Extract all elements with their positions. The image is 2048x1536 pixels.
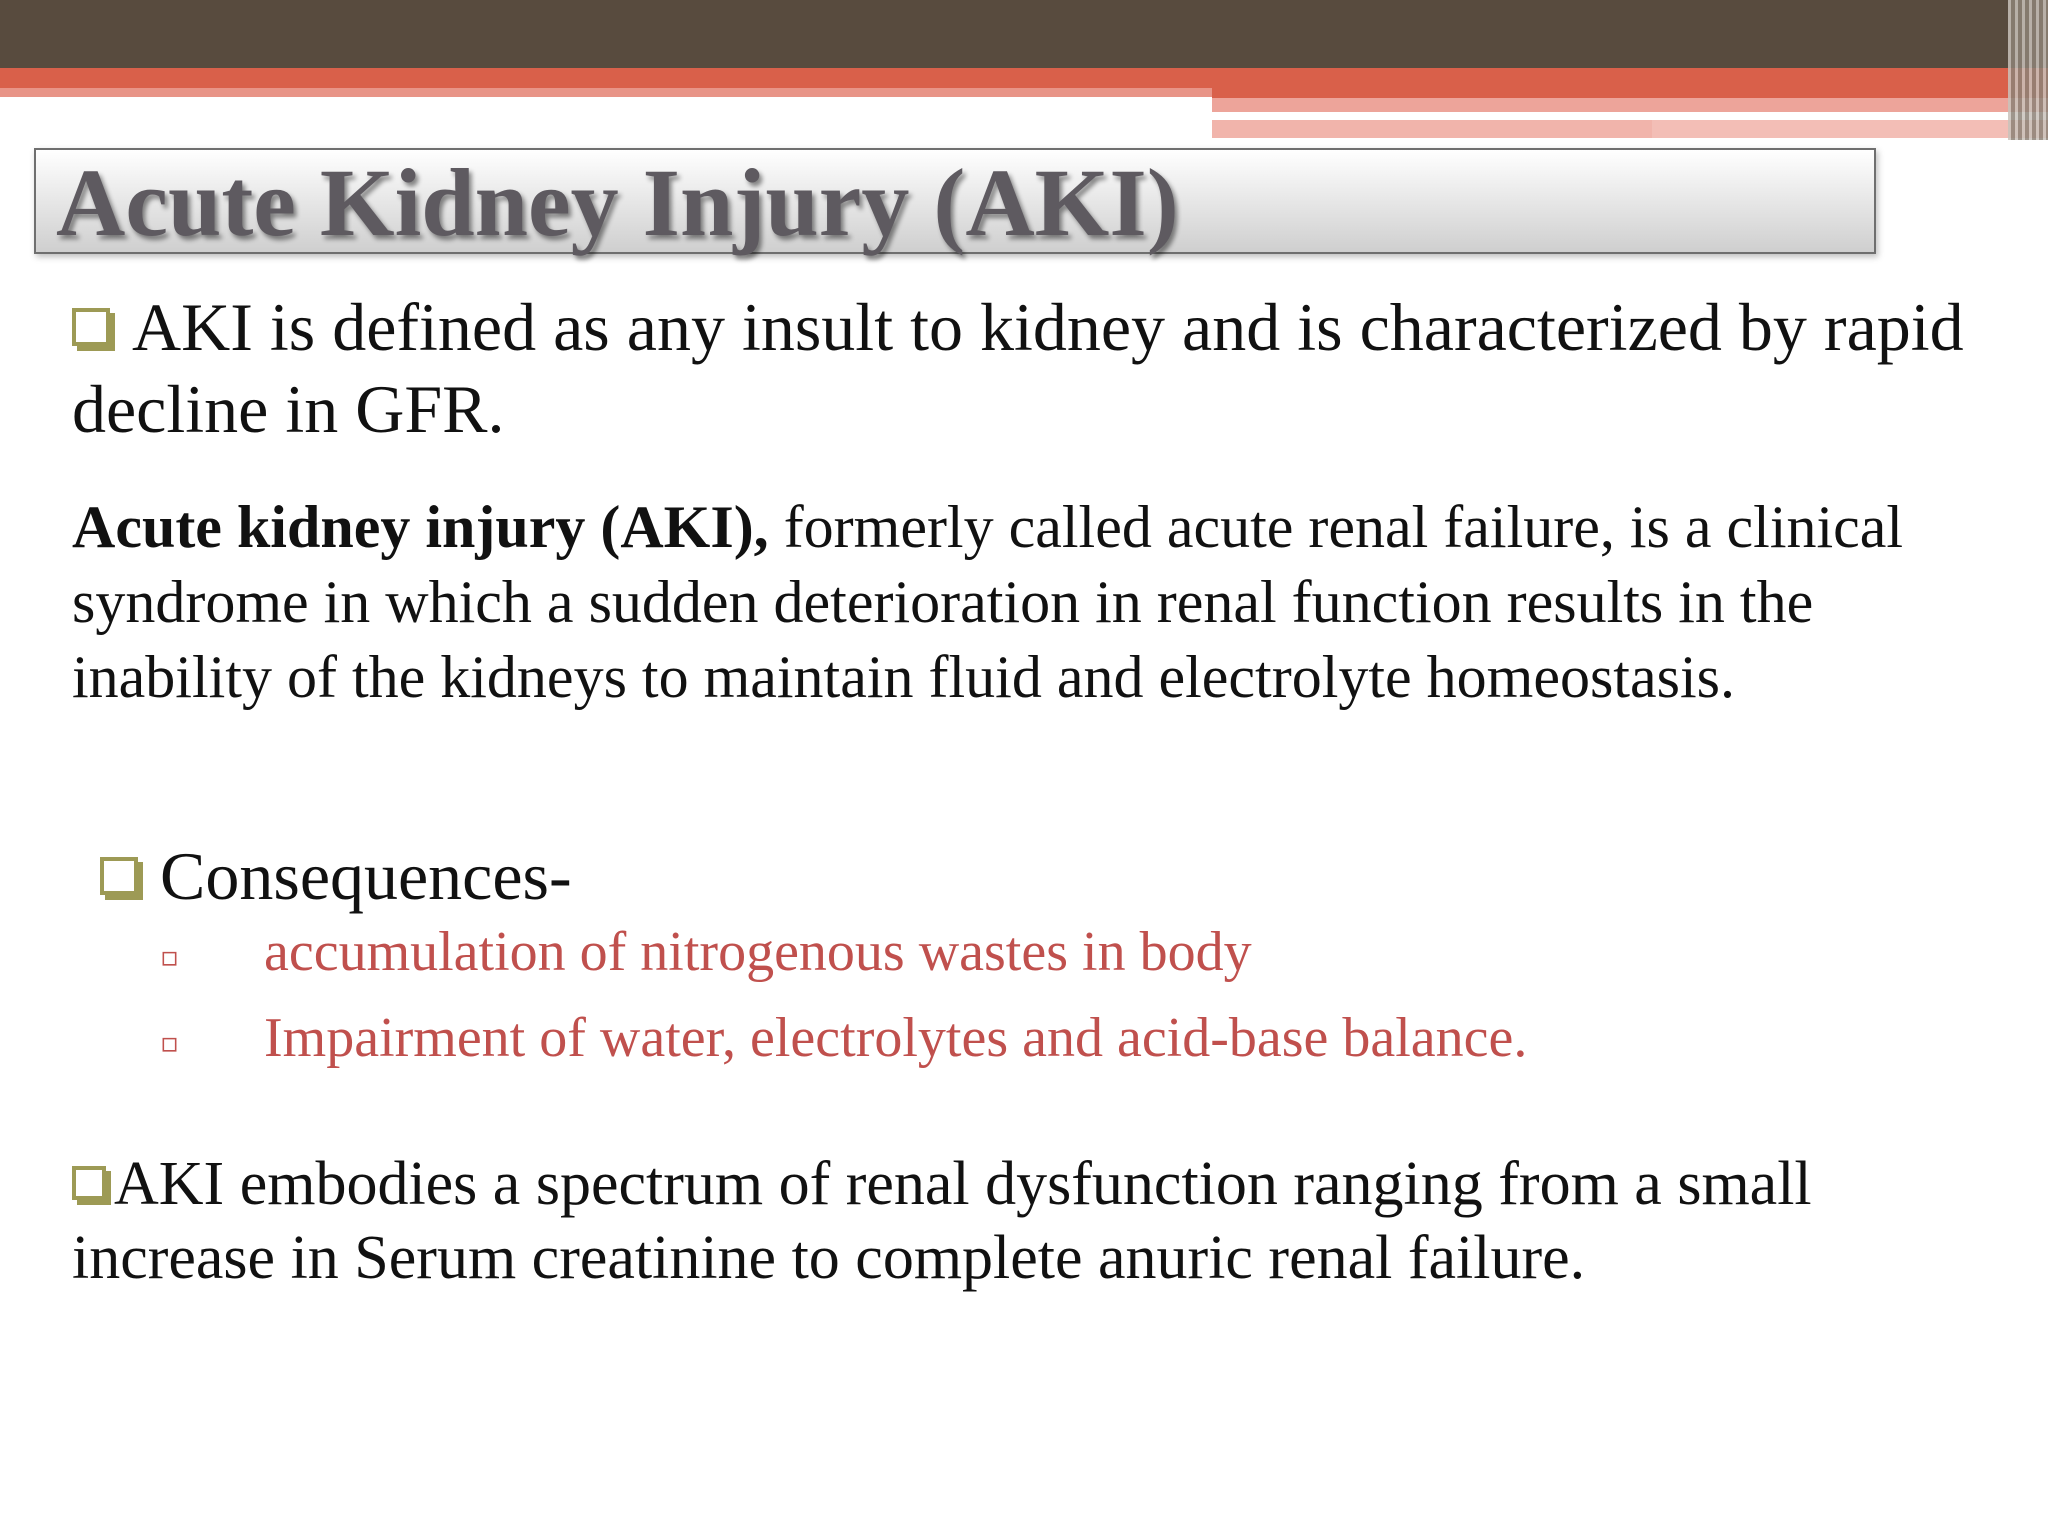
checkbox-bullet-icon	[100, 857, 138, 895]
header-band-pink-right	[1212, 98, 2048, 112]
bullet-text: AKI embodies a spectrum of renal dysfunction ranging from a small increase in Serum creatinine to complete anuric renal failure.	[72, 1150, 1812, 1292]
consequence-item	[160, 917, 1252, 992]
header-band-red	[0, 68, 1212, 88]
definition-paragraph	[72, 490, 2022, 715]
definition-bold-lead: Acute kidney injury (AKI),	[72, 494, 769, 560]
header-band-dark	[0, 0, 2048, 68]
consequences-heading-text: Consequences-	[160, 838, 572, 914]
header-band-pink-right-lower-end	[1652, 120, 2048, 138]
definition-rest: formerly called acute renal failure, is a clinical syndrome in which a sudden deterioration in renal function results in the inability of the kidneys to maintain fluid and electrolyte homeostasis.	[72, 494, 1904, 710]
header-band-pink-right-lower	[1212, 120, 1652, 138]
header-band-red-thin	[0, 88, 1212, 97]
checkbox-bullet-icon	[72, 308, 110, 346]
consequence-item-text: Impairment of water, electrolytes and acid-base balance.	[264, 1007, 1528, 1069]
consequence-item	[160, 1003, 1527, 1078]
consequences-heading	[100, 835, 2040, 917]
small-square-bullet-icon: ▫	[160, 940, 179, 974]
checkbox-bullet-icon	[72, 1166, 106, 1200]
small-square-bullet-icon: ▫	[160, 1026, 179, 1060]
header-edge-stripes	[2008, 0, 2048, 140]
bullet-spectrum	[72, 1147, 2012, 1295]
slide-title: Acute Kidney Injury (AKI)	[56, 149, 1179, 256]
bullet-definition-short	[72, 286, 2012, 450]
header-white-line	[1212, 112, 1896, 117]
header-band-red-right	[1212, 68, 2048, 98]
consequence-item-text: accumulation of nitrogenous wastes in body	[264, 921, 1252, 983]
bullet-text: AKI is defined as any insult to kidney and is characterized by rapid decline in GFR.	[72, 289, 1964, 447]
